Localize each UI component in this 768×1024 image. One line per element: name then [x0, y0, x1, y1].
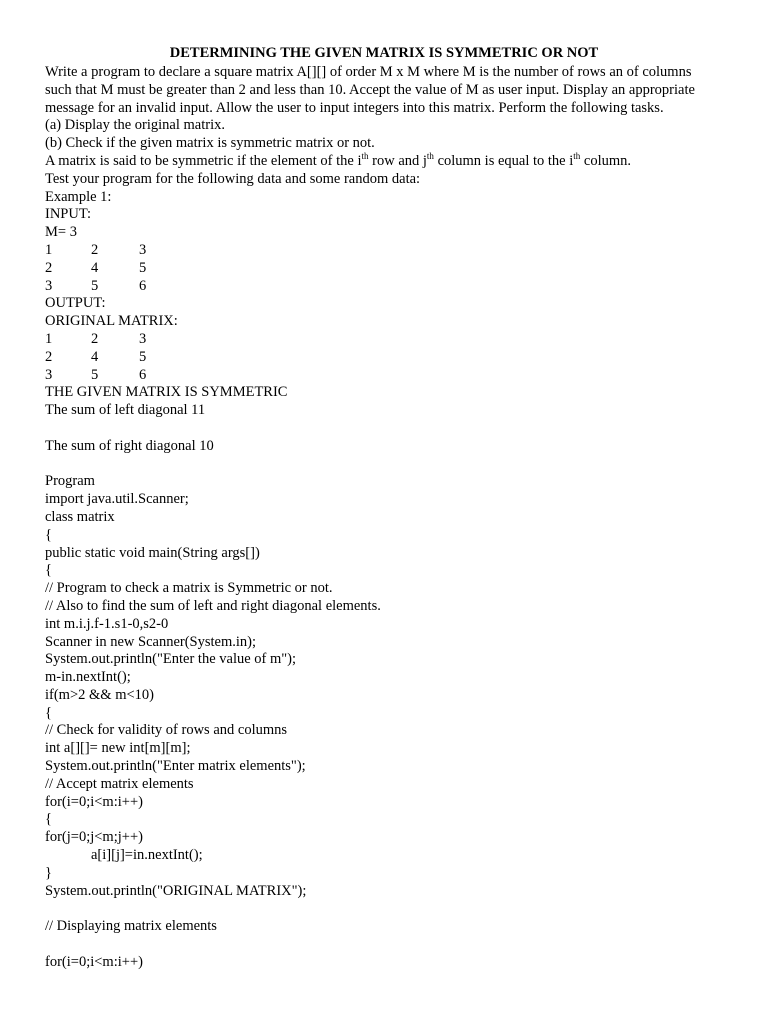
- matrix-cell: 5: [91, 366, 99, 383]
- result-text: THE GIVEN MATRIX IS SYMMETRIC: [45, 384, 288, 401]
- matrix-cell: 3: [45, 366, 53, 383]
- code-line: m-in.nextInt();: [45, 669, 131, 686]
- original-matrix-label: ORIGINAL MATRIX:: [45, 313, 178, 330]
- code-line: // Also to find the sum of left and right diagonal elements.: [45, 597, 381, 614]
- matrix-cell: 3: [45, 277, 53, 294]
- matrix-cell: 1: [45, 330, 53, 347]
- code-line: {: [45, 811, 52, 828]
- matrix-cell: 5: [91, 277, 99, 294]
- input-label: INPUT:: [45, 206, 91, 223]
- input-matrix-row: [45, 242, 735, 260]
- code-line: // Program to check a matrix is Symmetric or not.: [45, 580, 333, 597]
- m-value: M= 3: [45, 224, 77, 241]
- intro-line: Write a program to declare a square matrix A[][] of order M x M where M is the number of rows an of columns: [45, 64, 692, 80]
- input-matrix-row: [45, 260, 735, 278]
- code-line: for(i=0;i<m:i++): [45, 793, 143, 810]
- code-line: }: [45, 864, 52, 881]
- task-a: (a) Display the original matrix.: [45, 117, 225, 134]
- symmetric-definition: A matrix is said to be symmetric if the element of the $i^{th}$ row and $j^{th}$ column is equal to the $i^{th}$ column.: [45, 151, 632, 169]
- matrix-cell: 5: [139, 259, 147, 276]
- code-line: Scanner in new Scanner(System.in);: [45, 633, 257, 650]
- matrix-cell: 2: [45, 259, 53, 276]
- right-diagonal-sum: The sum of right diagonal 10: [45, 437, 214, 454]
- code-line: // Check for validity of rows and columns: [45, 722, 288, 739]
- code-line: for(i=0;i<m:i++): [45, 953, 143, 970]
- code-line: System.out.println("Enter the value of m");: [45, 651, 297, 668]
- matrix-cell: 2: [91, 241, 99, 258]
- code-line: {: [45, 526, 52, 543]
- matrix-cell: 4: [91, 259, 99, 276]
- code-line: {: [45, 704, 52, 721]
- spacer: [45, 936, 735, 954]
- code-line: class matrix: [45, 508, 115, 525]
- code-line: int m.i.j.f-1.s1-0,s2-0: [45, 615, 169, 632]
- task-b: (b) Check if the given matrix is symmetric matrix or not.: [45, 135, 375, 152]
- spacer: [45, 420, 735, 438]
- code-line: import java.util.Scanner;: [45, 491, 189, 508]
- code-line: int a[][]= new int[m][m];: [45, 740, 191, 757]
- matrix-cell: 6: [139, 366, 147, 383]
- matrix-cell: 1: [45, 241, 53, 258]
- matrix-cell: 4: [91, 348, 99, 365]
- matrix-cell: 5: [139, 348, 147, 365]
- document-body: [45, 64, 735, 972]
- output-matrix-row: [45, 331, 735, 349]
- code-line: System.out.println("ORIGINAL MATRIX");: [45, 882, 307, 899]
- spacer: [45, 456, 735, 474]
- code-line: // Accept matrix elements: [45, 775, 194, 792]
- code-line: public static void main(String args[]): [45, 544, 260, 561]
- code-line-indented: a[i][j]=in.nextInt();: [91, 847, 203, 864]
- matrix-cell: 2: [91, 330, 99, 347]
- input-matrix-row: [45, 278, 735, 296]
- matrix-cell: 2: [45, 348, 53, 365]
- code-comment: // Displaying matrix elements: [45, 918, 217, 935]
- matrix-cell: 3: [139, 330, 147, 347]
- output-matrix-row: [45, 349, 735, 367]
- program-label: Program: [45, 473, 95, 490]
- left-diagonal-sum: The sum of left diagonal 11: [45, 402, 206, 419]
- code-line: {: [45, 562, 52, 579]
- document-title: DETERMINING THE GIVEN MATRIX IS SYMMETRIC OR NOT: [169, 45, 599, 61]
- output-matrix-row: [45, 367, 735, 385]
- example-label: Example 1:: [45, 188, 112, 205]
- spacer: [45, 900, 735, 918]
- code-line: for(j=0;j<m;j++): [45, 829, 143, 846]
- matrix-cell: 3: [139, 241, 147, 258]
- test-instruction: Test your program for the following data and some random data:: [45, 170, 421, 187]
- matrix-cell: 6: [139, 277, 147, 294]
- intro-line: such that M must be greater than 2 and less than 10. Accept the value of M as user input. Display an appropriate: [45, 81, 695, 98]
- intro-line: message for an invalid input. Allow the user to input integers into this matrix. Perform the following tasks.: [45, 99, 664, 116]
- code-line: if(m>2 && m<10): [45, 686, 154, 703]
- output-label: OUTPUT:: [45, 295, 106, 312]
- code-line: System.out.println("Enter matrix elements");: [45, 758, 306, 775]
